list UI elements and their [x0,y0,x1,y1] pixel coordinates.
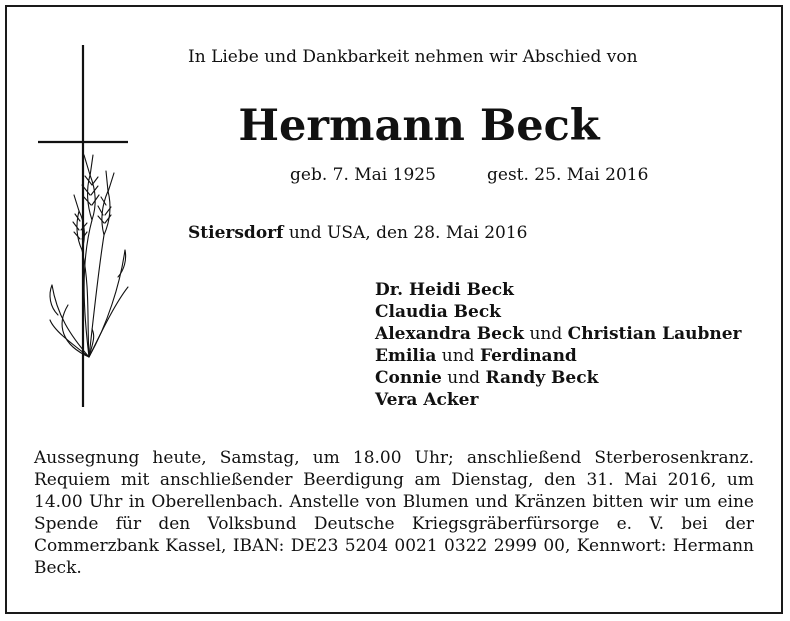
mourner-line [375,279,742,301]
mourner-conjunction: und [524,324,568,344]
deceased-name: Hermann Beck [238,101,600,151]
mourner-conjunction: und [436,346,480,366]
place-date-rest: und USA, den 28. Mai 2016 [283,223,528,243]
mourner-name: Christian Laubner [567,324,742,344]
mourner-line [375,301,742,323]
mourner-name: Emilia [375,346,437,366]
mourner-line [375,389,742,411]
place-name: Stiersdorf [188,223,284,243]
place-date-line [188,223,527,243]
mourner-name: Dr. Heidi Beck [375,280,514,300]
cross-with-wheat-icon [32,45,142,410]
mourner-line [375,323,742,345]
death-date: gest. 25. Mai 2016 [487,165,649,185]
mourners-list [375,279,742,411]
mourner-line [375,345,742,367]
mourner-name: Claudia Beck [375,302,501,322]
mourner-name: Alexandra Beck [375,324,525,344]
mourner-conjunction: und [441,368,486,388]
birth-date: geb. 7. Mai 1925 [290,165,436,185]
service-notice: Aussegnung heute, Samstag, um 18.00 Uhr; anschließend Sterberosenkranz. Requiem mit anschließender Beerdigung am Dienstag, den 31. Mai 2016, um 14.00 Uhr in Oberellenbach. Anstelle von Blumen und Kränzen bitten wir um eine Spende für den Volksbund Deutsche Kriegsgräberfürsorge e. V. bei der Commerzbank Kassel, IBAN: DE23 5204 0021 0322 2999 00, Kennwort: Hermann Beck. [34,448,754,578]
mourner-name: Randy Beck [485,368,599,388]
mourner-name: Connie [375,368,442,388]
mourner-line [375,367,742,389]
mourner-name: Vera Acker [375,390,479,410]
intro-line: In Liebe und Dankbarkeit nehmen wir Abschied von [188,47,638,67]
mourner-name: Ferdinand [479,346,577,366]
